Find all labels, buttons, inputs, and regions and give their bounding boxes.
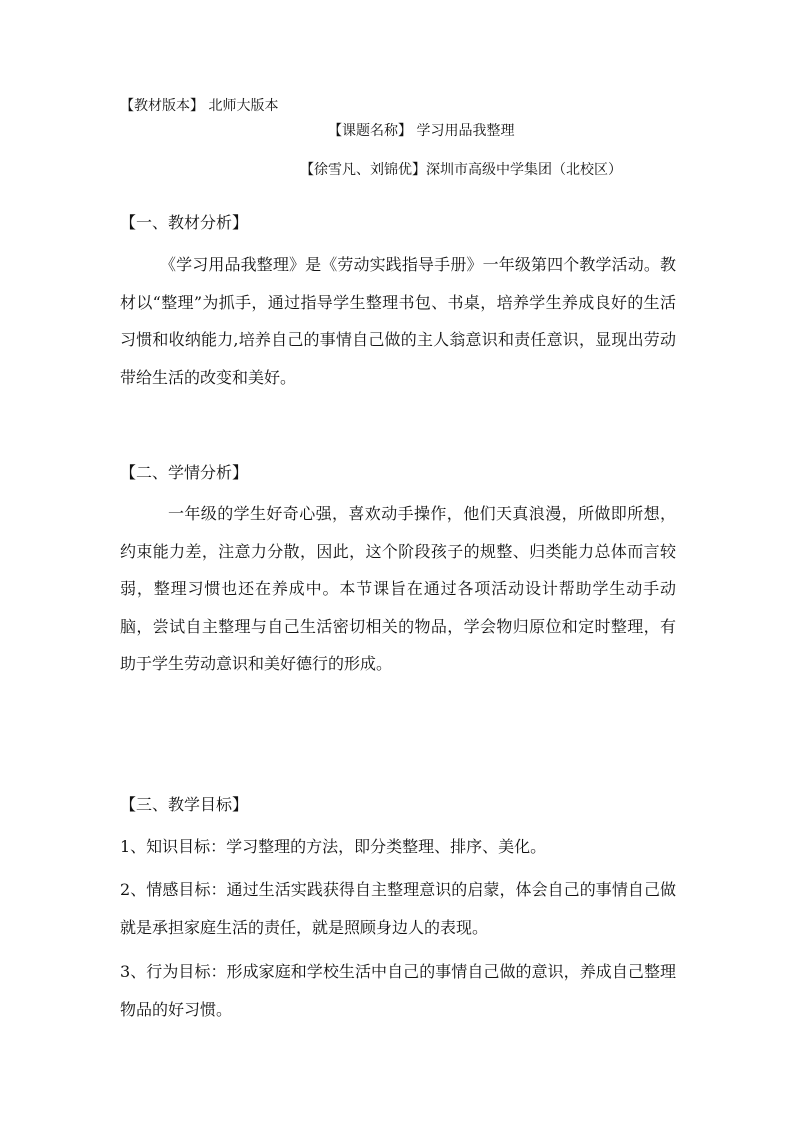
authors-affiliation: 【徐雪凡、刘锦优】深圳市高级中学集团（北校区） xyxy=(300,162,622,178)
goal-knowledge: 1、知识目标：学习整理的方法，即分类整理、排序、美化。 xyxy=(120,837,547,856)
section-heading-teaching-goals: 【三、教学目标】 xyxy=(120,795,249,814)
section-heading-textbook-analysis: 【一、教材分析】 xyxy=(120,213,249,232)
lesson-title: 【课题名称】 学习用品我整理 xyxy=(328,123,515,139)
section-heading-student-analysis: 【二、学情分析】 xyxy=(120,463,249,482)
goal-emotion: 2、情感目标：通过生活实践获得自主整理意识的启蒙，体会自己的事情自己做就是承担家庭生活的责任，就是照顾身边人的表现。 xyxy=(120,880,676,937)
student-analysis-paragraph: 一年级的学生好奇心强，喜欢动手操作，他们天真浪漫，所做即所想，约束能力差，注意力分散，因此，这个阶段孩子的规整、归类能力总体而言较弱，整理习惯也还在养成中。本节课旨在通过各项活动设计帮助学生动手动脑，尝试自主整理与自己生活密切相关的物品，学会物归原位和定时整理，有助于学生劳动意识和美好德行的形成。 xyxy=(120,504,676,673)
goal-behavior: 3、行为目标：形成家庭和学校生活中自己的事情自己做的意识，养成自己整理物品的好习惯。 xyxy=(120,962,676,1019)
textbook-edition: 【教材版本】 北师大版本 xyxy=(120,98,279,114)
textbook-analysis-paragraph: 《学习用品我整理》是《劳动实践指导手册》一年级第四个教学活动。教材以“整理”为抓手，通过指导学生整理书包、书桌，培养学生养成良好的生活习惯和收纳能力,培养自己的事情自己做的主人翁意识和责任意识，显现出劳动带给生活的改变和美好。 xyxy=(120,255,676,387)
